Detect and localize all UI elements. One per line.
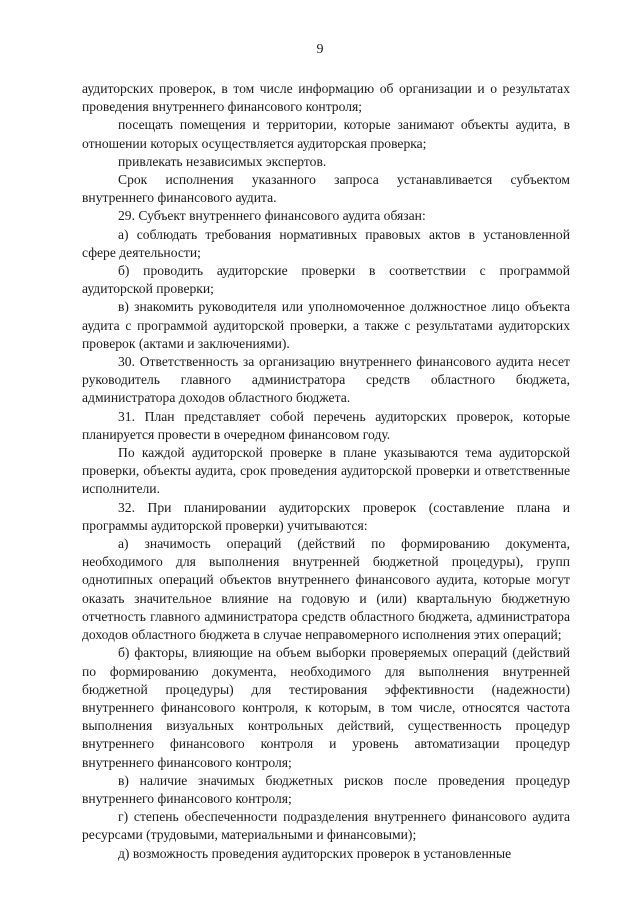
paragraph: а) значимость операций (действий по формированию документа, необходимого для выполнения внутренней бюджетной процедуры), групп однотипных операций объектов внутреннего финансового аудита, которые могут оказать значительное влияние на годовую и (или) квартальную бюджетную отчетность главного администратора средств областного бюджета, администратора доходов областного бюджета в случае неправомерного исполнения этих операций; — [82, 536, 570, 643]
document-body — [82, 80, 570, 863]
paragraph: в) наличие значимых бюджетных рисков после проведения процедур внутреннего финансового контроля; — [82, 772, 570, 806]
paragraph: а) соблюдать требования нормативных правовых актов в установленной сфере деятельности; — [82, 226, 570, 260]
paragraph: 32. При планировании аудиторских проверок (составление плана и программы аудиторской проверки) учитываются: — [82, 499, 570, 533]
paragraph: 31. План представляет собой перечень аудиторских проверок, которые планируется провести в очередном финансовом году. — [82, 408, 570, 442]
paragraph: д) возможность проведения аудиторских проверок в установленные — [118, 845, 512, 861]
paragraph: По каждой аудиторской проверке в плане указываются тема аудиторской проверки, объекты аудита, срок проведения аудиторской проверки и ответственные исполнители. — [82, 445, 570, 497]
paragraph: г) степень обеспеченности подразделения внутреннего финансового аудита ресурсами (трудовыми, материальными и финансовыми); — [82, 809, 570, 843]
paragraph: б) факторы, влияющие на объем выборки проверяемых операций (действий по формированию документа, необходимого для выполнения внутренней бюджетной процедуры) для тестирования эффективности (надежности) внутреннего финансового контроля, к которым, в том числе, относятся частота выполнения визуальных контрольных действий, существенность процедур внутреннего финансового контроля и уровень автоматизации процедур внутреннего финансового контроля; — [82, 645, 570, 770]
paragraph: Срок исполнения указанного запроса устанавливается субъектом внутреннего финансового аудита. — [82, 172, 570, 206]
paragraph: в) знакомить руководителя или уполномоченное должностное лицо объекта аудита с программой аудиторской проверки, а также с результатами аудиторских проверок (актами и заключениями). — [82, 299, 570, 351]
paragraph: аудиторских проверок, в том числе информацию об организации и о результатах проведения внутреннего финансового контроля; — [82, 81, 570, 115]
paragraph: б) проводить аудиторские проверки в соответствии с программой аудиторской проверки; — [82, 263, 570, 297]
paragraph: 30. Ответственность за организацию внутреннего финансового аудита несет руководитель главного администратора средств областного бюджета, администратора доходов областного бюджета. — [82, 354, 570, 406]
paragraph: привлекать независимых экспертов. — [118, 153, 327, 169]
paragraph: 29. Субъект внутреннего финансового аудита обязан: — [118, 208, 426, 224]
paragraph: посещать помещения и территории, которые занимают объекты аудита, в отношении которых осуществляется аудиторская проверка; — [82, 117, 570, 151]
page-number: 9 — [316, 42, 324, 57]
